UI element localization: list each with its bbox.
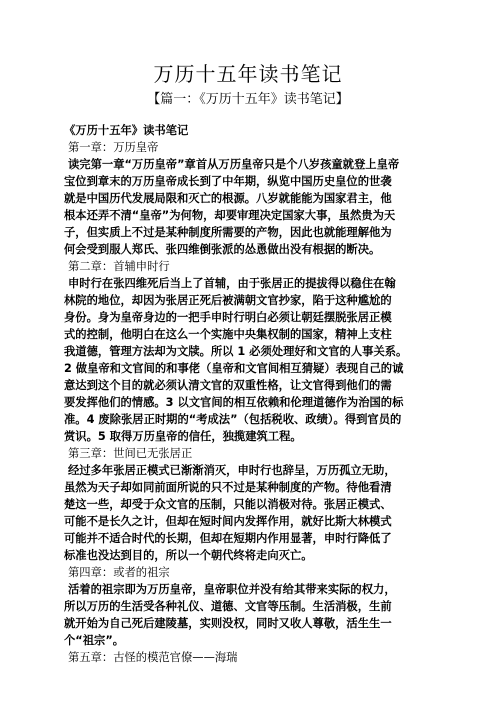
text-line: 第三章：世间已无张居正 [68, 447, 193, 460]
text-line: 2 做皇帝和文官间的和事佬（皇帝和文官间相互猜疑）表现自己的诚 [64, 362, 404, 375]
text-line: 经过多年张居正模式已渐渐消灭，申时行也辞呈，万历孤立无助， [68, 464, 396, 477]
text-line: 就开始为自己死后建陵墓，实则没权，同时又收人尊敬，活生生一 [64, 617, 392, 630]
text-line: 标准也没达到目的，所以一个朝代终将走向灭亡。 [64, 549, 313, 562]
text-line: 第一章：万历皇帝 [68, 141, 159, 154]
text-line: 可能不是长久之计，但却在短时间内发挥作用，就好比斯大林模式 [64, 515, 392, 528]
text-line: 要发挥他们的情感。3 以文官间的相互依赖和伦理道德作为治国的标 [64, 396, 404, 409]
text-line: 意达到这个目的就必须认清文官的双重性格，让文官得到他们的需 [64, 379, 392, 392]
text-line: 根本还弄不清“皇帝”为何物，却要审理决定国家大事，虽然贵为天 [64, 209, 396, 222]
text-line: 读完第一章“万历皇帝”章首从万历皇帝只是个八岁孩童就登上皇帝 [68, 158, 400, 171]
text-line: 活着的祖宗即为万历皇帝，皇帝职位并没有给其带来实际的权力， [68, 583, 396, 596]
text-line: 林院的地位，却因为张居正死后被满朝文官抄家，陷于这种尴尬的 [64, 294, 392, 307]
text-line: 第四章：或者的祖宗 [68, 566, 170, 579]
text-line: 身份。身为皇帝身边的一把手申时行明白必须让朝廷摆脱张居正模 [64, 311, 392, 324]
page-title: 万历十五年读书笔记 [153, 62, 343, 86]
text-line: 子，但实质上不过是某种制度所需要的产物，因此也就能理解他为 [64, 226, 392, 239]
text-line: 何会受到服人郑氏、张四维倒张派的怂恿做出没有根据的断决。 [64, 243, 381, 256]
text-line: 所以万历的生活受各种礼仪、道德、文官等压制。生活消极，生前 [64, 600, 392, 613]
text-line: 第五章：古怪的模范官僚——海瑞 [68, 651, 238, 664]
text-line: 可能并不适合时代的长期，但却在短期内作用显著，申时行降低了 [64, 532, 392, 545]
document-body [64, 122, 436, 666]
text-line: 虽然为天子却如同前面所说的只不过是某种制度的产物。待他看清 [64, 481, 392, 494]
text-line: 个“祖宗”。 [64, 634, 125, 647]
page-subtitle: 【篇一：《万历十五年》读书笔记】 [147, 92, 349, 107]
text-line: 式的控制，他明白在这么一个实施中央集权制的国家，精神上支柱 [64, 328, 392, 341]
text-line: 申时行在张四维死后当上了首辅，由于张居正的提拔得以稳住在翰 [68, 277, 396, 290]
text-line: 宝位到章末的万历皇帝成长到了中年期，纵览中国历史皇位的世袭 [64, 175, 392, 188]
text-line: 赏识。5 取得万历皇帝的信任，独揽建筑工程。 [64, 430, 302, 443]
text-line: 楚这一些，却受于众文官的压制，只能以消极对待。张居正模式、 [64, 498, 392, 511]
text-line: 就是中国历代发展局限和灭亡的根源。八岁就能能为国家君主，他 [64, 192, 392, 205]
text-line: 我道德，管理方法却为文牍。所以 1 必须处理好和文官的人事关系。 [64, 345, 408, 358]
text-line: 《万历十五年》读书笔记 [64, 124, 189, 137]
text-line: 第二章：首辅申时行 [68, 260, 170, 273]
text-line: 准。4 废除张居正时期的“考成法”（包括税收、政绩）。得到官员的 [64, 413, 402, 426]
